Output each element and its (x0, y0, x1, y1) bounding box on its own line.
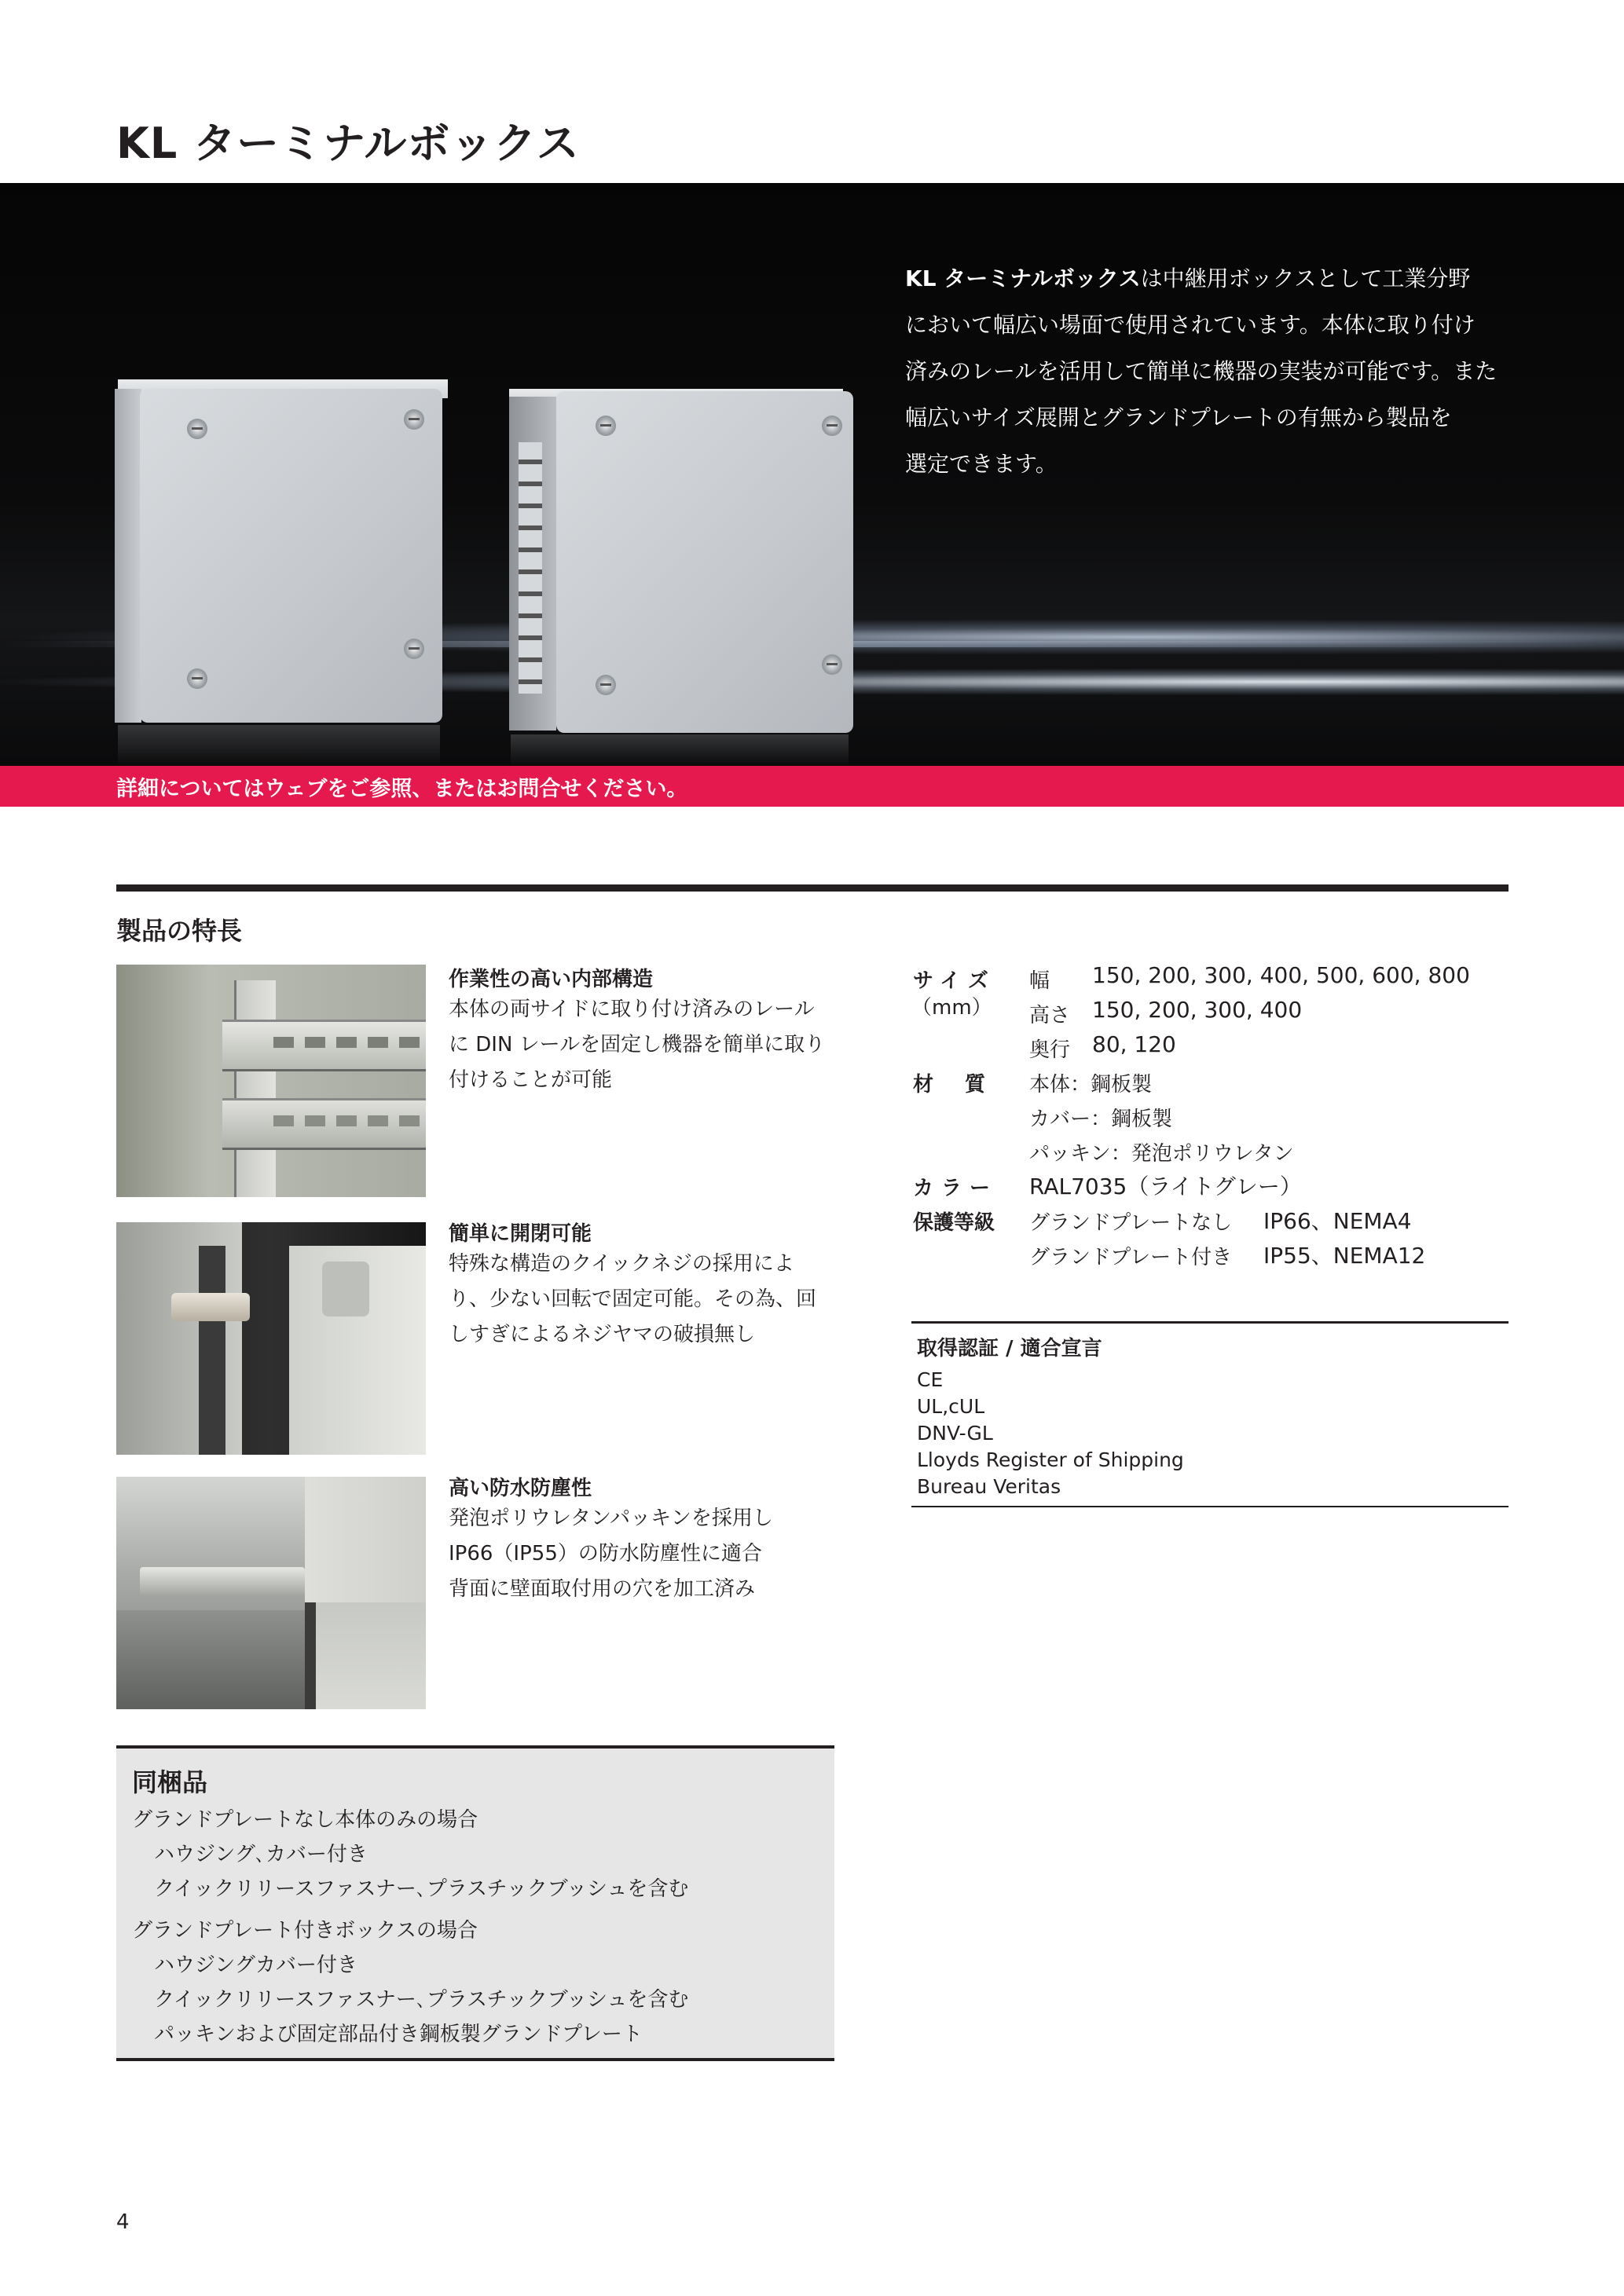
cert-item: UL,cUL (917, 1395, 985, 1418)
feature-line: に DIN レールを固定し機器を簡単に取り (449, 1033, 826, 1056)
screw-icon (596, 416, 616, 436)
feature-line: 本体の両サイドに取り付け済みのレール (449, 998, 815, 1021)
feature-heading: 簡単に開閉可能 (449, 1222, 592, 1246)
feature-line: IP66（IP55）の防水防塵性に適合 (449, 1542, 762, 1565)
spec-depth-values: 80, 120 (1092, 1031, 1176, 1057)
screw-icon (404, 409, 424, 430)
din-rail-slots (519, 442, 542, 694)
feature-photo-quick-screw (116, 1222, 426, 1455)
spec-label-material: 材質 (913, 1073, 1017, 1097)
contents-line: クイックリリースファスナー､プラスチックブッシュを含む (154, 1877, 689, 1901)
gasket (199, 1246, 225, 1455)
hero-text-line: において幅広い場面で使用されています。本体に取り付け (905, 312, 1476, 338)
hero-product-name: KL ターミナルボックス (905, 265, 1141, 291)
cert-title: 取得認証 / 適合宣言 (917, 1337, 1102, 1360)
enclosure-cover (140, 389, 442, 723)
section-divider (116, 884, 1509, 892)
spec-height-values: 150, 200, 300, 400 (1092, 997, 1303, 1023)
feature-item (449, 1218, 838, 1353)
enclosure-side (115, 389, 141, 723)
feature-body (449, 1247, 838, 1353)
screw-boss (322, 1262, 369, 1316)
feature-line: 付けることが可能 (449, 1068, 613, 1092)
rail-slots (273, 1115, 423, 1126)
hero-text-line: 済みのレールを活用して簡単に機器の実装が可能です。また (905, 358, 1498, 384)
feature-item (449, 1472, 838, 1607)
contents-bottom-rule (116, 2058, 834, 2061)
contents-box (116, 1745, 834, 2060)
feature-heading: 高い防水防塵性 (449, 1477, 592, 1500)
feature-line: 特殊な構造のクイックネジの採用によ (449, 1252, 794, 1276)
feature-line: しすぎによるネジヤマの破損無し (449, 1323, 756, 1346)
contents-line: グランドプレートなし本体のみの場合 (132, 1808, 478, 1832)
screw-icon (404, 639, 424, 659)
spec-material-line: パッキン：発泡ポリウレタン (1029, 1142, 1294, 1166)
spec-size-unit: （mm） (911, 996, 992, 1020)
contents-line: クイックリリースファスナー､プラスチックブッシュを含む (154, 1988, 689, 2012)
hero-text-line: 幅広いサイズ展開とグランドプレートの有無から製品を (905, 405, 1452, 430)
spec-protection-type: グランドプレート付き (1029, 1246, 1233, 1269)
screw-icon (187, 668, 207, 689)
feature-heading: 作業性の高い内部構造 (449, 968, 654, 991)
spec-depth-label: 奥行 (1029, 1038, 1071, 1062)
spec-protection-rating: IP66、NEMA4 (1263, 1208, 1412, 1234)
feature-line: 背面に壁面取付用の穴を加工済み (449, 1577, 756, 1601)
page-number: 4 (116, 2210, 130, 2234)
hero-description (905, 255, 1510, 487)
screw-icon (187, 419, 207, 439)
screw-icon (822, 416, 842, 436)
feature-body (449, 992, 838, 1098)
spec-label-color: カラー (913, 1177, 999, 1200)
cert-item: Bureau Veritas (917, 1475, 1061, 1498)
cert-item: CE (917, 1368, 944, 1391)
spec-material-line: 本体：鋼板製 (1029, 1073, 1153, 1097)
contents-line: ハウジングカバー付き (154, 1954, 357, 1977)
contents-title: 同梱品 (132, 1767, 208, 1797)
screw-icon (596, 675, 616, 695)
spec-width-values: 150, 200, 300, 400, 500, 600, 800 (1092, 962, 1470, 988)
cert-item: DNV-GL (917, 1422, 993, 1445)
section-title: 製品の特長 (116, 916, 243, 946)
spec-label-protection: 保護等級 (913, 1211, 995, 1235)
gasket-seal (305, 1602, 426, 1709)
feature-item (449, 963, 838, 1098)
feature-body (449, 1501, 838, 1607)
feature-photo-gasket (116, 1477, 426, 1709)
contents-line: グランドプレート付きボックスの場合 (132, 1919, 478, 1943)
side-rail (234, 980, 276, 1197)
cert-top-rule (911, 1321, 1509, 1324)
hero-text-line: 選定できます。 (905, 451, 1058, 477)
contents-line: パッキンおよび固定部品付き鋼板製グランドプレート (154, 2023, 643, 2046)
cert-item: Lloyds Register of Shipping (917, 1448, 1184, 1471)
quick-screw (171, 1293, 250, 1321)
spec-protection-type: グランドプレートなし (1029, 1211, 1233, 1235)
contents-line: ハウジング､カバー付き (154, 1843, 368, 1866)
feature-line: り、少ない回転で固定可能。その為、回 (449, 1287, 817, 1311)
enclosure-reflection (511, 734, 849, 766)
cert-bottom-rule (911, 1506, 1509, 1507)
spec-protection-rating: IP55、NEMA12 (1263, 1243, 1426, 1269)
spec-height-label: 高さ (1029, 1004, 1071, 1027)
spec-width-label: 幅 (1029, 969, 1050, 993)
feature-line: 発泡ポリウレタンパッキンを採用し (449, 1507, 773, 1530)
page-title: KL ターミナルボックス (116, 119, 580, 168)
feature-photo-rails (116, 965, 426, 1197)
enclosure-reflection (118, 725, 440, 766)
contents-top-rule (116, 1745, 834, 1749)
hinge (140, 1567, 305, 1597)
hero-text-line: は中継用ボックスとして工業分野 (1140, 265, 1471, 291)
spec-material-line: カバー：鋼板製 (1029, 1108, 1173, 1131)
notice-text: 詳細についてはウェブをご参照、またはお問合せください。 (116, 777, 688, 801)
screw-icon (822, 654, 842, 675)
spec-label-size: サイズ (913, 969, 996, 993)
rail-slots (273, 1037, 423, 1048)
spec-color-value: RAL7035（ライトグレー） (1029, 1174, 1302, 1199)
